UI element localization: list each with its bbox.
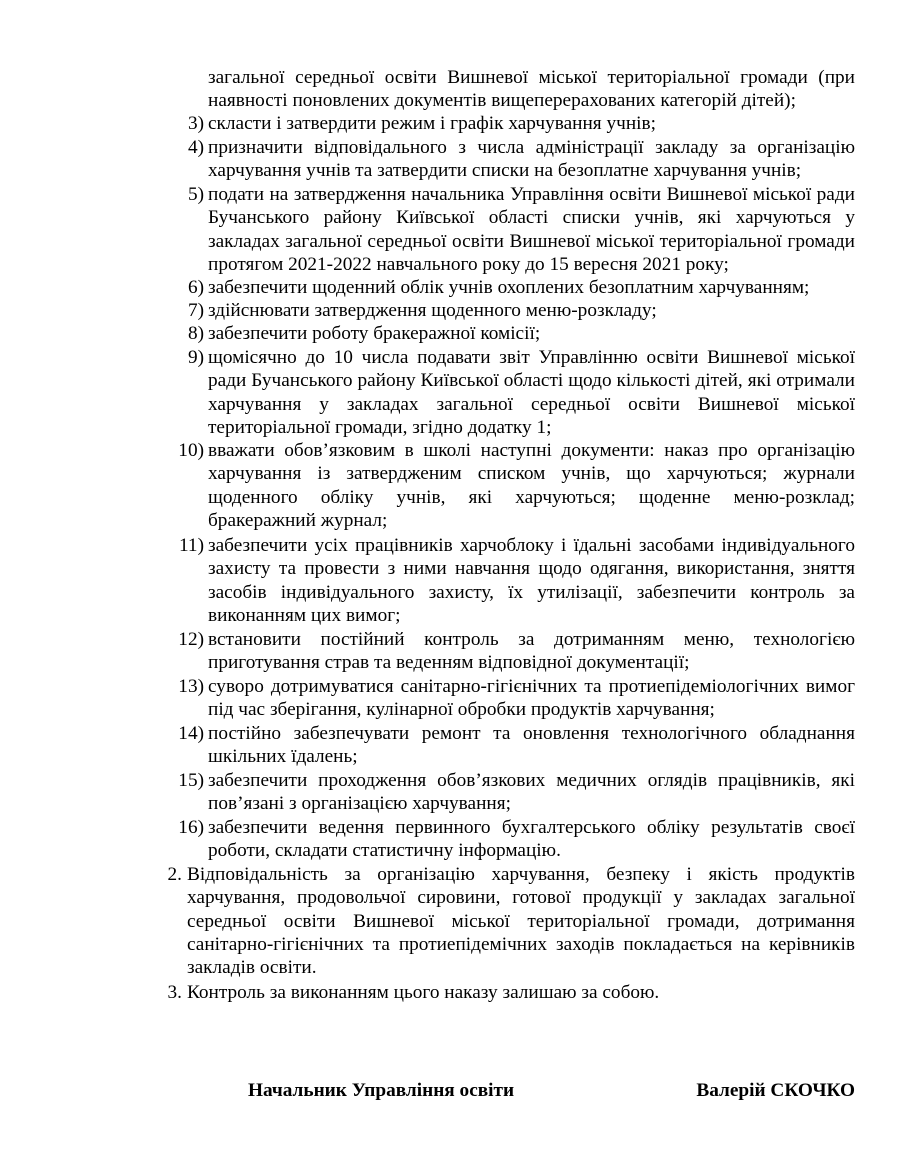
item-text: встановити постійний контроль за дотриманням меню, технологією приготування страв та веденням відповідної документації; [208,629,855,674]
item-text: скласти і затвердити режим і графік харчування учнів; [208,113,656,134]
item-text: забезпечити усіх працівників харчоблоку і їдальні засобами індивідуального захисту та провести з ними навчання щодо одягання, використання, зняття засобів індивідуального захисту, їх утилізації, забезпечити контроль за виконанням цих вимог; [208,535,855,626]
item-text: Контроль за виконанням цього наказу залишаю за собою. [187,982,660,1003]
item-text: постійно забезпечувати ремонт та оновлення технологічного обладнання шкільних їдалень; [208,723,855,768]
item-number: 12) [178,629,204,650]
continuation-text: загальної середньої освіти Вишневої міської територіальної громади (при наявності поновлених документів вищеперерахованих категорій дітей); [208,67,855,112]
item-text: щомісячно до 10 числа подавати звіт Управлінню освіти Вишневої міської ради Бучанського району Київської області щодо кількості дітей, які отримали харчування у закладах загальної середньої освіти Вишневої міської територіальної громади, згідно додатку 1; [208,347,855,438]
item-text: призначити відповідального з числа адміністрації закладу за організацію харчування учнів та затвердити списки на безоплатне харчування учнів; [208,137,855,182]
item-number: 7) [187,300,204,321]
item-number: 8) [187,323,204,344]
item-number: 4) [187,137,204,158]
item-text: подати на затвердження начальника Управління освіти Вишневої міської ради Бучанського району Київської області списки учнів, які харчуються у закладах загальної середньої освіти Вишневої міської територіальної громади протягом 2021-2022 навчального року до 15 вересня 2021 року; [208,184,855,275]
item-text: Відповідальність за організацію харчування, безпеку і якість продуктів харчування, продовольчої сировини, готової продукції у закладах загальної середньої освіти Вишневої міської територіальної громади, дотримання санітарно-гігієнічних та протиепідемічних заходів покладається на керівників закладів освіти. [187,864,855,979]
item-number: 15) [178,770,204,791]
item-number: 3) [187,113,204,134]
item-text: здійснювати затвердження щоденного меню-розкладу; [208,300,657,321]
item-text: забезпечити щоденний облік учнів охоплених безоплатним харчуванням; [208,277,810,298]
item-number: 10) [178,440,204,461]
item-text: суворо дотримуватися санітарно-гігієнічних та протиепідеміологічних вимог під час зберігання, кулінарної обробки продуктів харчування; [208,676,855,721]
signature-position: Начальник Управління освіти [248,1080,515,1101]
item-text: забезпечити проходження обов’язкових медичних оглядів працівників, які пов’язані з організацією харчування; [208,770,855,815]
item-number: 6) [187,277,204,298]
item-number: 2. [167,864,182,885]
item-text: забезпечити роботу бракеражної комісії; [208,323,541,344]
item-number: 13) [178,676,204,697]
item-number: 9) [187,347,204,368]
item-text: вважати обов’язковим в школі наступні документи: наказ про організацію харчування із затвердженим списком учнів, що харчуються; журнали щоденного обліку учнів, які харчуються; щоденне меню-розклад; бракеражний журнал; [208,440,855,531]
item-number: 16) [178,817,204,838]
item-number: 14) [178,723,204,744]
item-number: 11) [179,535,204,556]
item-number: 3. [167,982,182,1003]
item-text: забезпечити ведення первинного бухгалтерського обліку результатів своєї роботи, складати статистичну інформацію. [208,817,855,862]
signature-name: Валерій СКОЧКО [696,1080,855,1101]
item-number: 5) [187,184,204,205]
